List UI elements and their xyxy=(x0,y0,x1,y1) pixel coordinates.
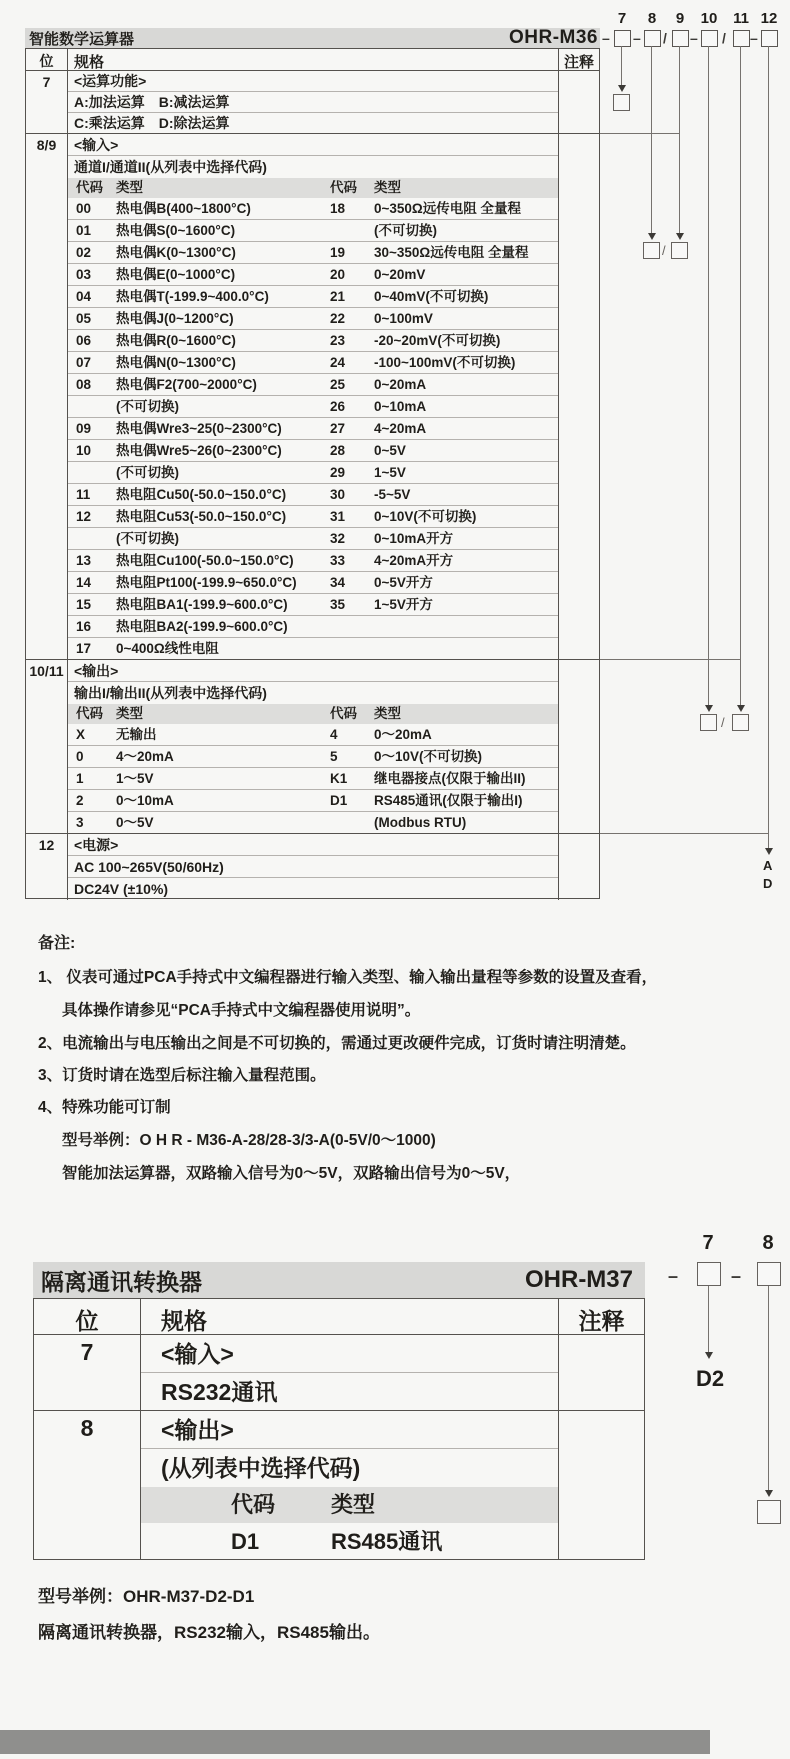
output-heading: <输出> xyxy=(141,1411,558,1449)
pos-cell: 8 xyxy=(34,1411,141,1559)
code-cell: 20 xyxy=(330,267,346,282)
separator: – xyxy=(731,1266,742,1286)
section-extension-line xyxy=(599,133,680,134)
selection-box-11 xyxy=(732,714,749,731)
separator: / xyxy=(663,30,667,46)
separator: / xyxy=(722,30,726,46)
slash: / xyxy=(721,715,725,730)
code-cell: 18 xyxy=(330,201,346,216)
code-cell: 17 xyxy=(76,641,92,656)
code-cell: 21 xyxy=(330,289,346,304)
code-cell: 22 xyxy=(330,311,346,326)
column-header-note: 注释 xyxy=(578,1308,625,1334)
code-header-label: 代码 xyxy=(330,180,357,195)
input-code-row xyxy=(68,528,558,550)
power-option-ac: AC 100~265V(50/60Hz) xyxy=(68,856,558,878)
input-code-row xyxy=(68,418,558,440)
type-cell: 0~5V开方 xyxy=(374,575,433,590)
input-code-row xyxy=(68,396,558,418)
leader-line-10 xyxy=(708,46,709,706)
code-cell: 34 xyxy=(330,575,346,590)
output-code-row xyxy=(141,1523,558,1561)
note-cell xyxy=(559,71,599,133)
type-cell: -100~100mV(不可切换) xyxy=(374,355,516,370)
spec-cell xyxy=(68,134,559,659)
spec-line: C:乘法运算 D:除法运算 xyxy=(74,115,230,131)
type-cell: 0~10mA xyxy=(374,399,427,414)
model-example-desc: 智能加法运算器，双路输入信号为0～5V，双路输出信号为0～5V， xyxy=(62,1165,521,1182)
code-cell: 0 xyxy=(76,749,84,764)
code-cell: 4 xyxy=(330,727,338,742)
separator: – xyxy=(633,30,641,46)
input-code-label: D2 xyxy=(696,1366,725,1391)
input-code-row xyxy=(68,198,558,220)
input-code-row xyxy=(68,374,558,396)
separator: – xyxy=(750,30,758,46)
code-cell: 26 xyxy=(330,399,346,414)
type-cell: 热电偶Wre5~26(0~2300°C) xyxy=(116,443,282,458)
type-cell: 0~20mA xyxy=(374,377,427,392)
section-extension-line xyxy=(599,659,741,660)
leader-line-7 xyxy=(708,1286,709,1352)
notes-title: 备注: xyxy=(38,935,76,952)
power-option-dc: DC24V (±10%) xyxy=(74,881,169,897)
type-cell: (不可切换) xyxy=(116,465,179,480)
type-cell: 热电阻Cu100(-50.0~150.0°C) xyxy=(116,553,294,568)
m36-section-89 xyxy=(26,134,599,660)
type-cell: (不可切换) xyxy=(116,531,179,546)
leader-line-8 xyxy=(768,1286,769,1490)
input-heading: <输入> xyxy=(68,134,558,156)
code-table-header xyxy=(68,178,558,198)
m36-section-12 xyxy=(26,834,599,900)
input-code-row xyxy=(68,308,558,330)
code-cell: D1 xyxy=(330,793,348,808)
footer-bar xyxy=(0,1730,710,1754)
type-cell: 继电器接点(仅限于输出II) xyxy=(374,771,526,786)
type-cell: 0~10mA开方 xyxy=(374,531,454,546)
type-cell: 0～5V xyxy=(116,815,154,830)
arrow-down-icon xyxy=(705,705,713,712)
m37-digit-8: 8 xyxy=(762,1232,774,1254)
m36-model: OHR-M36 xyxy=(508,27,598,48)
type-cell: RS485通讯 xyxy=(331,1529,443,1554)
note-cell xyxy=(559,660,599,833)
code-cell: 04 xyxy=(76,289,92,304)
power-heading: <电源> xyxy=(68,834,558,856)
note-item-3: 3、订货时请在选型后标注输入量程范围。 xyxy=(38,1067,326,1084)
code-cell: 27 xyxy=(330,421,346,436)
spec-cell xyxy=(68,660,559,833)
code-cell: 23 xyxy=(330,333,346,348)
code-cell: 14 xyxy=(76,575,92,590)
m36-table xyxy=(25,48,600,899)
m37-title-bar xyxy=(33,1262,645,1298)
code-cell: 15 xyxy=(76,597,92,612)
input-code-row xyxy=(68,330,558,352)
column-header-pos: 位 xyxy=(26,49,68,70)
m36-digit-7: 7 xyxy=(617,10,627,27)
spec-line: A:加法运算 B:减法运算 xyxy=(68,92,558,113)
type-cell: 热电阻BA1(-199.9~600.0°C) xyxy=(116,597,288,612)
pos-cell: 7 xyxy=(34,1335,141,1410)
model-code-box-8 xyxy=(757,1262,781,1286)
type-cell: -20~20mV(不可切换) xyxy=(374,333,501,348)
power-code-ac: A xyxy=(763,858,773,873)
m37-example-desc: 隔离通讯转换器，RS232输入，RS485输出。 xyxy=(38,1623,380,1642)
code-cell: 13 xyxy=(76,553,92,568)
spec-cell xyxy=(141,1411,559,1559)
type-cell: 热电偶K(0~1300°C) xyxy=(116,245,236,260)
type-cell: 0~100mV xyxy=(374,311,433,326)
type-cell: 4～20mA xyxy=(116,749,174,764)
spec-line: <运算功能> xyxy=(68,71,558,92)
spec-cell xyxy=(68,834,559,900)
type-cell: -5~5V xyxy=(374,487,411,502)
power-code-dc: D xyxy=(763,876,773,891)
m36-table-header xyxy=(26,49,599,71)
m36-section-1011 xyxy=(26,660,599,834)
input-code-row xyxy=(68,242,558,264)
type-cell: 热电阻Cu53(-50.0~150.0°C) xyxy=(116,509,287,524)
leader-line-12 xyxy=(768,46,769,848)
type-cell: (不可切换) xyxy=(374,223,437,238)
note-cell xyxy=(559,1335,644,1410)
output-code-row xyxy=(68,812,558,834)
output-code-row xyxy=(68,746,558,768)
type-cell: 0～10V(不可切换) xyxy=(374,749,483,764)
note-cell xyxy=(559,834,599,900)
input-code-row xyxy=(68,616,558,638)
selection-box-8 xyxy=(757,1500,781,1524)
code-cell: 5 xyxy=(330,749,338,764)
code-cell: 09 xyxy=(76,421,92,436)
type-cell: 0~20mV xyxy=(374,267,426,282)
type-cell: 热电阻Pt100(-199.9~650.0°C) xyxy=(116,575,297,590)
type-header-label: 类型 xyxy=(116,180,143,195)
code-header-label: 代码 xyxy=(76,706,103,721)
output-code-row xyxy=(68,768,558,790)
model-example: 型号举例：O H R - M36-A-28/28-3/3-A(0-5V/0～1000) xyxy=(62,1132,436,1149)
type-cell: 热电偶B(400~1800°C) xyxy=(116,201,251,216)
model-code-box-8 xyxy=(644,30,661,47)
code-cell: 33 xyxy=(330,553,346,568)
code-cell: 16 xyxy=(76,619,92,634)
code-cell: 08 xyxy=(76,377,92,392)
pos-cell: 8/9 xyxy=(26,134,68,659)
arrow-down-icon xyxy=(765,848,773,855)
note-item-1-cont: 具体操作请参见“PCA手持式中文编程器使用说明”。 xyxy=(62,1002,421,1019)
arrow-down-icon xyxy=(618,85,626,92)
code-cell: 29 xyxy=(330,465,346,480)
m36-section-7 xyxy=(26,71,599,134)
type-cell: 热电偶J(0~1200°C) xyxy=(116,311,234,326)
input-subheading: 通道I/通道II(从列表中选择代码) xyxy=(74,159,267,175)
input-code-row xyxy=(68,220,558,242)
type-cell: RS485通讯(仅限于输出I) xyxy=(374,793,523,808)
type-cell: 0~10V(不可切换) xyxy=(374,509,477,524)
code-cell: D1 xyxy=(231,1529,260,1554)
m36-digit-12: 12 xyxy=(760,10,778,27)
input-code-row xyxy=(68,352,558,374)
output-code-row xyxy=(68,790,558,812)
separator: – xyxy=(668,1266,679,1286)
arrow-down-icon xyxy=(676,233,684,240)
selection-box-7 xyxy=(613,94,630,111)
input-code-row xyxy=(68,286,558,308)
type-cell: 0~350Ω远传电阻 全量程 xyxy=(374,201,521,216)
note-item-2: 2、电流输出与电压输出之间是不可切换的，需通过更改硬件完成，订货时请注明清楚。 xyxy=(38,1035,636,1052)
code-cell: 3 xyxy=(76,815,84,830)
code-cell: 03 xyxy=(76,267,92,282)
input-code-row xyxy=(68,484,558,506)
m36-digit-9: 9 xyxy=(675,10,685,27)
type-header-label: 类型 xyxy=(116,706,143,721)
type-cell: 1~5V xyxy=(374,465,406,480)
code-cell: 35 xyxy=(330,597,346,612)
m37-section-7 xyxy=(34,1335,644,1411)
column-header-spec: 规格 xyxy=(68,49,559,70)
arrow-down-icon xyxy=(705,1352,713,1359)
type-cell: 热电偶E(0~1000°C) xyxy=(116,267,236,282)
column-header-note: 注释 xyxy=(563,54,594,71)
output-subheading: (从列表中选择代码) xyxy=(161,1455,361,1481)
code-cell: 28 xyxy=(330,443,346,458)
type-cell: 4~20mA开方 xyxy=(374,553,454,568)
spec-cell xyxy=(141,1335,559,1410)
leader-line-11 xyxy=(740,46,741,706)
type-cell: 0～20mA xyxy=(374,727,432,742)
column-header-pos: 位 xyxy=(34,1299,141,1334)
spec-cell xyxy=(68,71,559,133)
model-code-box-12 xyxy=(761,30,778,47)
type-cell: 热电偶N(0~1300°C) xyxy=(116,355,236,370)
model-code-box-10 xyxy=(701,30,718,47)
arrow-down-icon xyxy=(765,1490,773,1497)
input-code-row xyxy=(68,506,558,528)
m37-title: 隔离通讯转换器 xyxy=(41,1268,202,1295)
type-cell: 热电偶T(-199.9~400.0°C) xyxy=(116,289,269,304)
code-header-label: 代码 xyxy=(330,706,357,721)
input-value: RS232通讯 xyxy=(161,1379,278,1405)
section-extension-line xyxy=(599,833,769,834)
code-cell: 06 xyxy=(76,333,92,348)
type-header-label: 类型 xyxy=(331,1492,376,1517)
type-cell: 热电阻Cu50(-50.0~150.0°C) xyxy=(116,487,287,502)
code-cell: 12 xyxy=(76,509,92,524)
selection-box-10 xyxy=(700,714,717,731)
type-header-label: 类型 xyxy=(374,706,401,721)
code-cell: K1 xyxy=(330,771,348,786)
code-cell: 30 xyxy=(330,487,346,502)
m36-digit-8: 8 xyxy=(647,10,657,27)
input-code-row xyxy=(68,638,558,660)
type-cell: 0~400Ω线性电阻 xyxy=(116,641,219,656)
input-code-row xyxy=(68,572,558,594)
note-item-1: 1、 仪表可通过PCA手持式中文编程器进行输入类型、输入输出量程等参数的设置及查看， xyxy=(38,969,658,986)
arrow-down-icon xyxy=(737,705,745,712)
pos-cell: 12 xyxy=(26,834,68,900)
code-cell: 05 xyxy=(76,311,92,326)
leader-line-7 xyxy=(621,46,622,86)
pos-cell: 7 xyxy=(26,71,68,133)
separator: – xyxy=(602,30,610,46)
code-header-label: 代码 xyxy=(76,180,103,195)
separator: – xyxy=(690,30,698,46)
note-item-4: 4、特殊功能可订制 xyxy=(38,1099,171,1116)
code-header-label: 代码 xyxy=(231,1492,276,1517)
note-cell xyxy=(559,134,599,659)
type-cell: (Modbus RTU) xyxy=(374,815,467,830)
type-cell: 1~5V开方 xyxy=(374,597,433,612)
model-code-box-11 xyxy=(733,30,750,47)
code-cell: 07 xyxy=(76,355,92,370)
type-cell: 1～5V xyxy=(116,771,154,786)
m36-digit-11: 11 xyxy=(733,10,749,27)
selection-box-8 xyxy=(643,242,660,259)
type-cell: 热电偶S(0~1600°C) xyxy=(116,223,236,238)
model-code-box-7 xyxy=(697,1262,721,1286)
m37-model: OHR-M37 xyxy=(524,1266,633,1293)
leader-line-8 xyxy=(651,46,652,234)
input-code-row xyxy=(68,594,558,616)
code-cell: 01 xyxy=(76,223,92,238)
code-cell: X xyxy=(76,727,86,742)
type-cell: 热电偶F2(700~2000°C) xyxy=(116,377,257,392)
code-cell: 2 xyxy=(76,793,84,808)
code-table-header xyxy=(141,1487,558,1523)
output-subheading: 输出I/输出II(从列表中选择代码) xyxy=(74,685,267,701)
type-cell: 0~40mV(不可切换) xyxy=(374,289,489,304)
type-cell: 0~5V xyxy=(374,443,406,458)
type-cell: 无输出 xyxy=(116,727,157,742)
slash: / xyxy=(662,243,666,258)
output-code-rows xyxy=(68,724,558,834)
type-header-label: 类型 xyxy=(374,180,401,195)
code-cell: 25 xyxy=(330,377,346,392)
code-cell: 1 xyxy=(76,771,84,786)
column-header-spec: 规格 xyxy=(141,1299,559,1334)
m37-digit-7: 7 xyxy=(702,1232,714,1254)
note-cell xyxy=(559,1411,644,1559)
arrow-down-icon xyxy=(648,233,656,240)
model-code-box-7 xyxy=(614,30,631,47)
code-cell: 02 xyxy=(76,245,92,260)
code-cell: 19 xyxy=(330,245,346,260)
type-cell: (不可切换) xyxy=(116,399,179,414)
m37-example: 型号举例：OHR-M37-D2-D1 xyxy=(38,1587,255,1606)
m37-table-header xyxy=(34,1299,644,1335)
leader-line-9 xyxy=(679,46,680,234)
type-cell: 0～10mA xyxy=(116,793,174,808)
input-code-row xyxy=(68,264,558,286)
code-table-header xyxy=(68,704,558,724)
m37-table xyxy=(33,1298,645,1560)
input-code-rows xyxy=(68,198,558,660)
pos-cell: 10/11 xyxy=(26,660,68,833)
input-code-row xyxy=(68,462,558,484)
m37-section-8 xyxy=(34,1411,644,1559)
code-cell: 10 xyxy=(76,443,92,458)
model-code-box-9 xyxy=(672,30,689,47)
code-cell: 32 xyxy=(330,531,346,546)
type-cell: 热电阻BA2(-199.9~600.0°C) xyxy=(116,619,288,634)
code-cell: 00 xyxy=(76,201,92,216)
selection-box-9 xyxy=(671,242,688,259)
type-cell: 4~20mA xyxy=(374,421,427,436)
output-code-row xyxy=(68,724,558,746)
code-cell: 11 xyxy=(76,487,91,502)
input-heading: <输入> xyxy=(141,1335,558,1373)
type-cell: 热电偶R(0~1600°C) xyxy=(116,333,236,348)
type-cell: 热电偶Wre3~25(0~2300°C) xyxy=(116,421,282,436)
input-code-row xyxy=(68,440,558,462)
type-cell: 30~350Ω远传电阻 全量程 xyxy=(374,245,529,260)
code-cell: 31 xyxy=(330,509,346,524)
m36-digit-10: 10 xyxy=(700,10,718,27)
output-heading: <输出> xyxy=(68,660,558,682)
code-cell: 24 xyxy=(330,355,346,370)
m36-title: 智能数学运算器 xyxy=(29,30,135,48)
input-code-row xyxy=(68,550,558,572)
